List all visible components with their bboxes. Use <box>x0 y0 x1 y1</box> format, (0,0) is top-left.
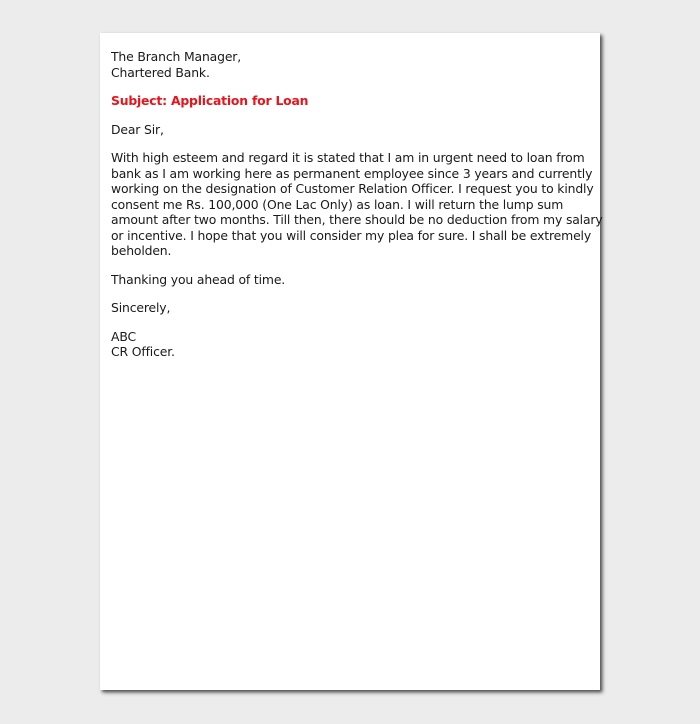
thanks-line: Thanking you ahead of time. <box>111 271 286 287</box>
signature-title: CR Officer. <box>111 344 175 359</box>
letter-content <box>111 49 603 360</box>
subject-line: Subject: Application for Loan <box>111 93 309 108</box>
letter-page <box>100 33 603 690</box>
recipient-line-1: The Branch Manager, <box>111 49 242 64</box>
signature-name: ABC <box>111 328 136 344</box>
body-line: consent me Rs. 100,000 (One Lac Only) as loan. I will return the lump sum <box>111 196 564 212</box>
signature-block <box>111 329 595 360</box>
body-line: beholden. <box>111 243 172 258</box>
body-line: bank as I am working here as permanent employee since 3 years and currently <box>111 165 593 181</box>
closing-line: Sincerely, <box>111 300 171 315</box>
salutation: Dear Sir, <box>111 121 164 137</box>
body-paragraph <box>111 150 603 259</box>
recipient-block <box>111 49 595 80</box>
body-line: or incentive. I hope that you will consider my plea for sure. I shall be extremely <box>111 227 592 243</box>
body-line: amount after two months. Till then, there should be no deduction from my salary <box>111 212 603 227</box>
body-line: working on the designation of Customer Relation Officer. I request you to kindly <box>111 181 594 196</box>
body-line: With high esteem and regard it is stated that I am in urgent need to loan from <box>111 150 585 165</box>
recipient-line-2: Chartered Bank. <box>111 64 210 80</box>
